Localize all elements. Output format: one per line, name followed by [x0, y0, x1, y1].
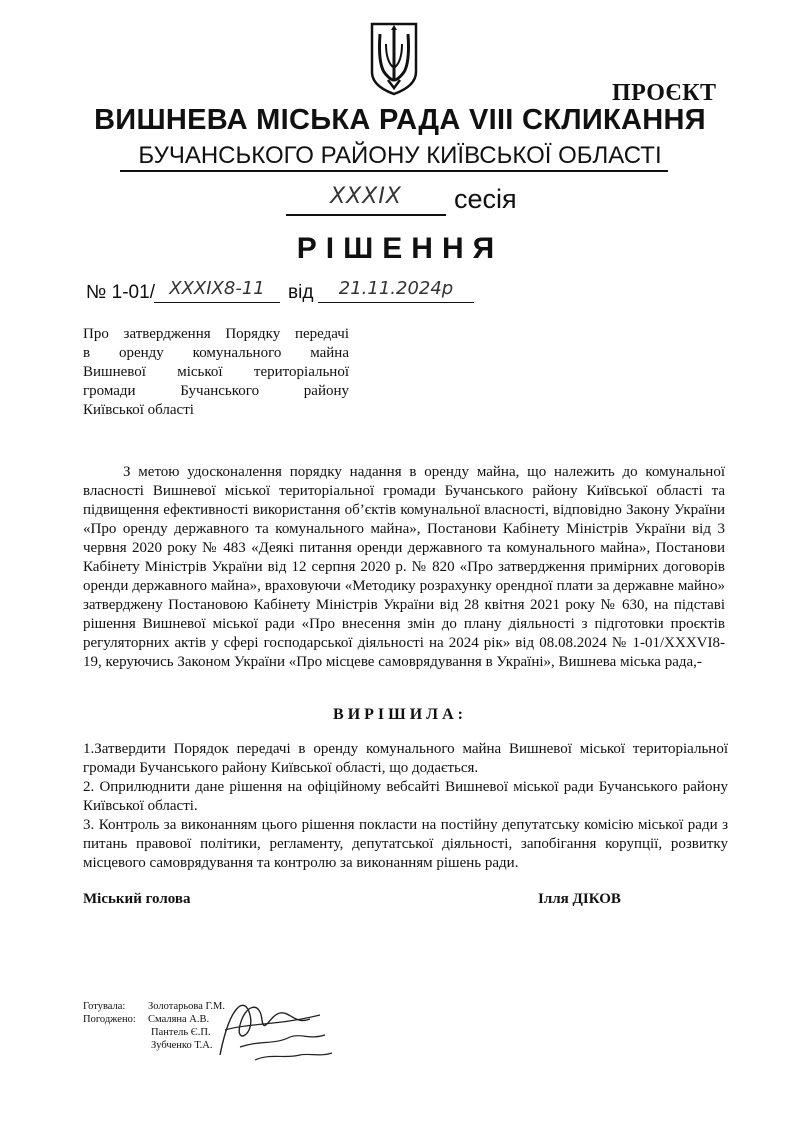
subject-line: в оренду комунального майна: [83, 345, 349, 361]
project-label: ПРОЄКТ: [612, 80, 717, 106]
subject-line: Київської області: [83, 402, 194, 418]
agreed-name: Зубченко Т.А.: [151, 1040, 213, 1051]
prepared-label: Готувала:: [83, 1001, 126, 1012]
decision-number-handwritten: XXXIX8-11: [154, 278, 280, 303]
resolution-point: 3. Контроль за виконанням цього рішення покласти на постійну депутатську комісію міської ради з питань правової політики, регламенту, депутатської діяльності, запобігання корупції, розвитку місцевого самоврядування та контролю за виконанням рішень ради.: [83, 817, 728, 871]
subject-line: Про затвердження Порядку передачі: [83, 326, 349, 342]
decision-date-prefix: від: [288, 282, 314, 303]
signatory-name: Ілля ДІКОВ: [538, 891, 621, 907]
preamble-paragraph: З метою удосконалення порядку надання в оренду майна, що належить до комунальної власності Вишневої міської територіальної громади Бучанського району Київської області та підвищення ефективності використання об’єктів комунальної власності, відповідно Закону України «Про оренду державного та комунального майна», Постанови Кабінету Міністрів України від 3 червня 2020 року № 483 «Деякі питання оренди державного та комунального майна», Постанови Кабінету Міністрів України від 12 серпня 2020 р. № 820 «Про затвердження примірних договорів оренди державного майна», враховуючи «Методику розрахунку орендної плати за державне майно» затверджену Постановою Кабінету Міністрів України від 28 квітня 2021 року № 630, на підставі рішення Вишневої міської ради «Про внесення змін до плану діяльності з підготовки проєктів регуляторних актів у сфері господарської діяльності на 2024 рік» від 08.08.2024 № 1-01/XXXVI8-19, керуючись Законом України «Про місцеве самоврядування в Україні», Вишнева міська рада,-: [83, 464, 725, 670]
decision-subject: [83, 325, 349, 420]
handwritten-signature-icon: [200, 985, 340, 1070]
agreed-name: Смаляна А.В.: [148, 1014, 210, 1025]
subject-line: Вишневої міської територіальної: [83, 364, 349, 380]
prepared-name: Золотарьова Г.М.: [148, 1001, 225, 1012]
signatory-title: Міський голова: [83, 891, 191, 907]
agreed-label: Погоджено:: [83, 1014, 136, 1025]
resolution-point: 1.Затвердити Порядок передачі в оренду комунального майна Вишневої міської територіальної громади Бучанського району Київської області, що додається.: [83, 741, 728, 776]
district-name: БУЧАНСЬКОГО РАЙОНУ КИЇВСЬКОЇ ОБЛАСТІ: [138, 142, 662, 169]
decision-number-prefix: № 1-01/: [86, 282, 155, 303]
session-label: сесія: [454, 184, 517, 214]
decision-date-handwritten: 21.11.2024р: [318, 278, 474, 303]
agreed-name: Пантель Є.П.: [151, 1027, 211, 1038]
session-number-handwritten: XXXIX: [286, 184, 446, 216]
header-underline: [120, 170, 668, 172]
resolved-heading: ВИРІШИЛА:: [333, 706, 467, 723]
decision-title: РІШЕННЯ: [296, 232, 504, 265]
resolution-point: 2. Оприлюднити дане рішення на офіційному вебсайті Вишневої міської ради Бучанського району Київської області.: [83, 779, 728, 814]
council-name: ВИШНЕВА МІСЬКА РАДА VIII СКЛИКАННЯ: [94, 104, 706, 136]
trident-emblem-icon: [368, 22, 420, 96]
preamble: [83, 463, 725, 672]
resolution-points: [83, 740, 728, 873]
subject-line: громади Бучанського району: [83, 383, 349, 399]
